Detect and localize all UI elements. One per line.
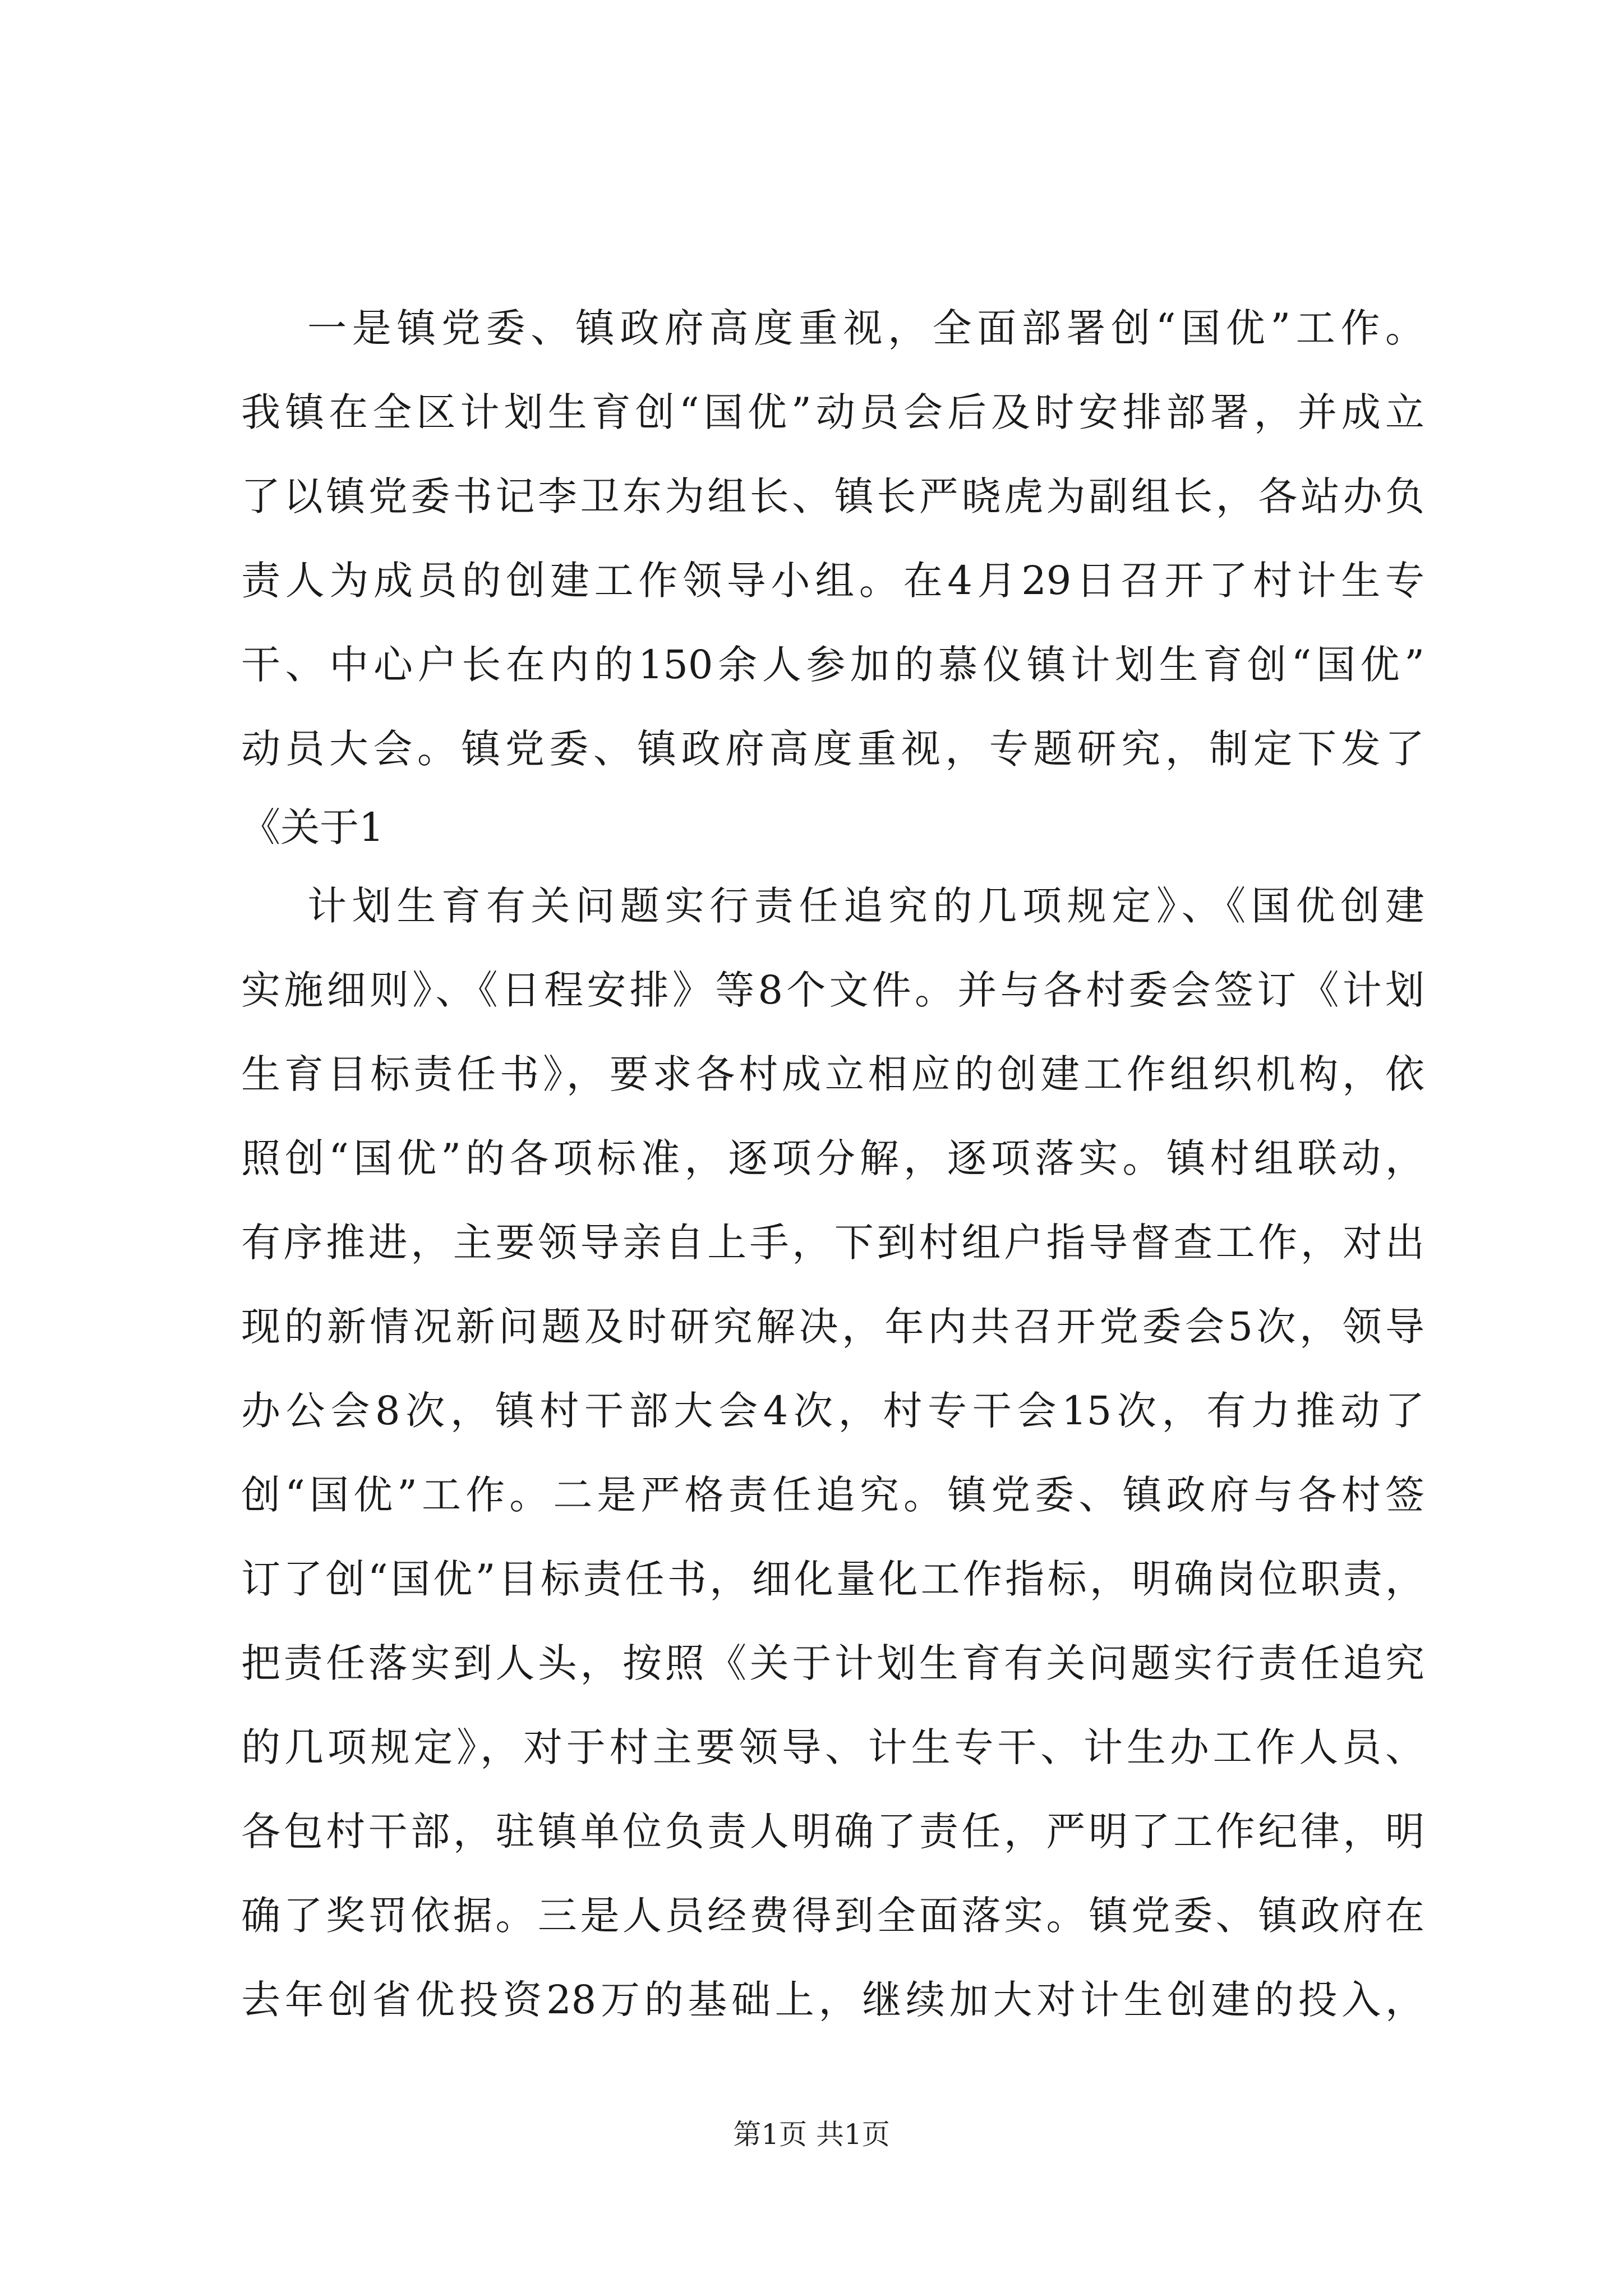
paragraph-line: 动员大会。镇党委、镇政府高度重视，专题研究，制定下发了 (241, 726, 1424, 772)
paragraph-line: 计划生育有关问题实行责任追究的几项规定》、《国优创建 (307, 883, 1424, 929)
paragraph-line: 实施细则》、《日程安排》等8个文件。并与各村委会签订《计划 (241, 967, 1424, 1013)
paragraph-line: 照创“国优”的各项标准，逐项分解，逐项落实。镇村组联动， (241, 1135, 1424, 1181)
paragraph-line: 我镇在全区计划生育创“国优”动员会后及时安排部署，并成立 (241, 389, 1424, 435)
paragraph-line: 责人为成员的创建工作领导小组。在4月29日召开了村计生专 (241, 558, 1424, 604)
paragraph-line: 确了奖罚依据。三是人员经费得到全面落实。镇党委、镇政府在 (241, 1893, 1424, 1939)
paragraph-line: 有序推进，主要领导亲自上手，下到村组户指导督查工作，对出 (241, 1220, 1424, 1266)
paragraph-line: 《关于1 (241, 804, 384, 850)
paragraph-line: 干、中心户长在内的150余人参加的慕仪镇计划生育创“国优” (241, 642, 1424, 688)
paragraph-line: 创“国优”工作。二是严格责任追究。镇党委、镇政府与各村签 (241, 1472, 1424, 1518)
paragraph-line: 现的新情况新问题及时研究解决，年内共召开党委会5次，领导 (241, 1304, 1424, 1350)
paragraph-line: 把责任落实到人头，按照《关于计划生育有关问题实行责任追究 (241, 1640, 1424, 1686)
paragraph-line: 生育目标责任书》，要求各村成立相应的创建工作组织机构，依 (241, 1051, 1424, 1097)
paragraph-line: 订了创“国优”目标责任书，细化量化工作指标，明确岗位职责， (241, 1556, 1424, 1602)
paragraph-line: 的几项规定》，对于村主要领导、计生专干、计生办工作人员、 (241, 1724, 1424, 1770)
paragraph-line: 了以镇党委书记李卫东为组长、镇长严晓虎为副组长，各站办负 (241, 473, 1424, 519)
paragraph-line: 去年创省优投资28万的基础上，继续加大对计生创建的投入， (241, 1977, 1424, 2023)
paragraph-line: 一是镇党委、镇政府高度重视，全面部署创“国优”工作。 (307, 305, 1424, 351)
page-footer: 第1页 共1页 (733, 2118, 890, 2151)
paragraph-line: 办公会8次，镇村干部大会4次，村专干会15次，有力推动了 (241, 1388, 1424, 1434)
paragraph-line: 各包村干部，驻镇单位负责人明确了责任，严明了工作纪律，明 (241, 1809, 1424, 1855)
